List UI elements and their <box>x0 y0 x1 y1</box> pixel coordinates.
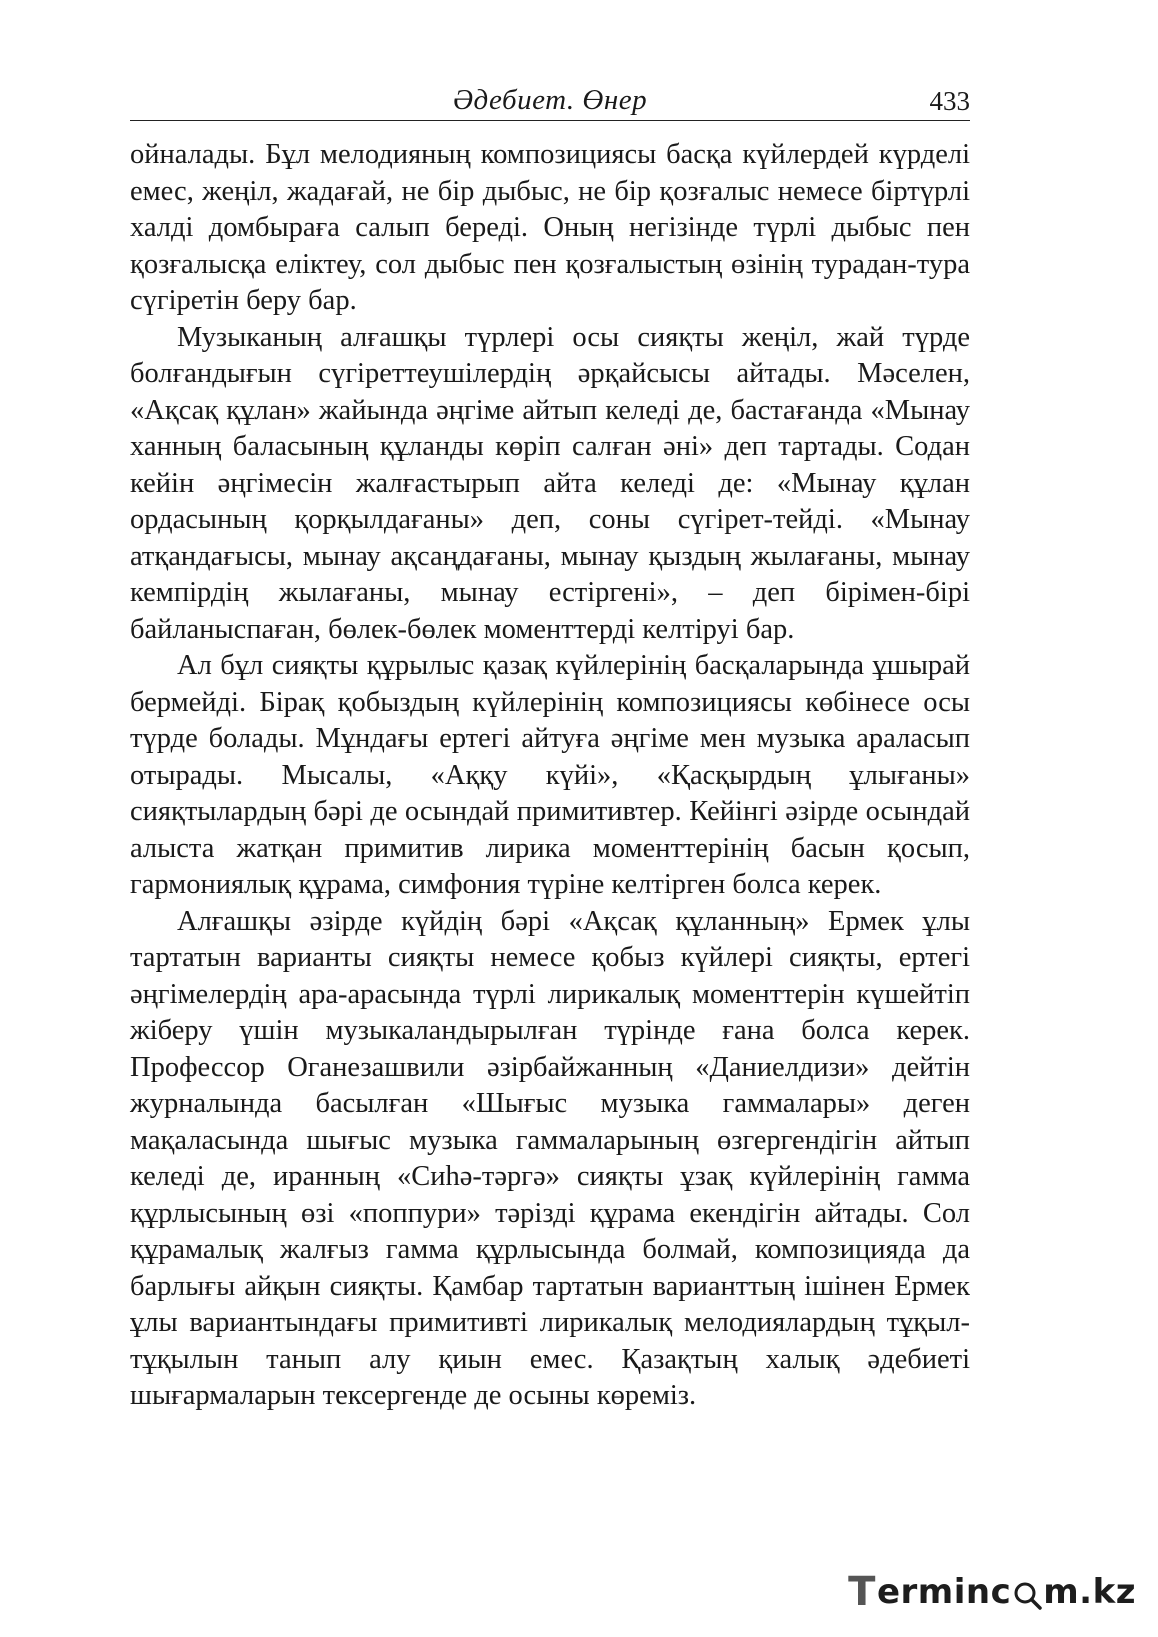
magnifier-icon <box>1012 1577 1042 1607</box>
paragraph: Ал бұл сияқты құрылыс қазақ күйлерінің басқаларында ұшырай бермейді. Бірақ қобыздың күйлерінің композициясы көбінесе осы түрде болады. Мұндағы ертегі айтуға әңгіме мен музыка араласып отырады. Мысалы, «Аққу күйі», «Қасқырдың ұлығаны» сияқтылардың бәрі де осындай примитивтер. Кейінгі әзірде осындай алыста жатқан примитив лирика моменттерінің басын қосып, гармониялық құрама, симфония түріне келтірген болса керек. <box>130 650 970 900</box>
paragraph: ойналады. Бұл мелодияның композициясы басқа күйлердей күрделі емес, жеңіл, жадағай, не бір дыбыс, не бір қозғалыс немесе біртүрлі халді домбыраға салып береді. Оның негізінде түрлі дыбыс пен қозғалысқа еліктеу, сол дыбыс пен қозғалыстың өзінің турадан-тура сүгіретін беру бар. <box>130 139 970 316</box>
watermark-letter-t: T <box>848 1569 876 1615</box>
page-number: 433 <box>929 86 970 116</box>
paragraph: Музыканың алғашқы түрлері осы сияқты жеңіл, жай түрде болғандығын сүгіреттеушілердің әрқайсысы айтады. Мәселен, «Ақсақ құлан» жайында әңгіме айтып келеді де, бастағанда «Мынау ханның баласының құланды көріп салған әні» деп тартады. Содан кейін әңгімесін жалғастырып айта келеді де: «Мынау құлан ордасының қорқылдағаны» деп, соны сүгірет-тейді. «Мынау атқандағысы, мынау ақсаңдағаны, мынау қыздың жылағаны, мынау кемпірдің жылағаны, мынау естіргені», – деп бірімен-бірі байланыспаған, бөлек-бөлек моменттерді келтіруі бар. <box>130 321 970 645</box>
body-text <box>130 137 970 1415</box>
page-header <box>130 80 970 121</box>
watermark-text-part: m.kz <box>1043 1572 1136 1612</box>
watermark-logo <box>848 1569 1136 1615</box>
paragraph: Алғашқы әзірде күйдің бәрі «Ақсақ құланның» Ермек ұлы тартатын варианты сияқты немесе қобыз күйлері сияқты, ертегі әңгімелердің ара-арасында түрлі лирикалық моменттерін күшейтіп жіберу үшін музыкаландырылған түрінде ғана болса керек. Профессор Оганезашвили әзірбайжанның «Даниелдизи» дейтін журналында басылған «Шығыс музыка гаммалары» деген мақаласында шығыс музыка гаммаларының өзгергендігін айтып келеді де, иранның «Сиһә-тәргә» сияқты ұзақ күйлерінің гамма құрлысының өзі «поппури» тәрізді құрама екендігін айтады. Сол құрамалық жалғыз гамма құрлысында болмай, композицияда да барлығы айқын сияқты. Қамбар тартатын варианттың ішінен Ермек ұлы вариантындағы примитивті лирикалық мелодиялардың тұқыл-тұқылын танып алу қиын емес. Қазақтың халық әдебиеті шығармаларын тексергенде де осыны көреміз. <box>130 905 970 1411</box>
watermark-text-part: erminc <box>876 1572 1012 1612</box>
running-title: Әдебиет. Өнер <box>452 84 648 116</box>
